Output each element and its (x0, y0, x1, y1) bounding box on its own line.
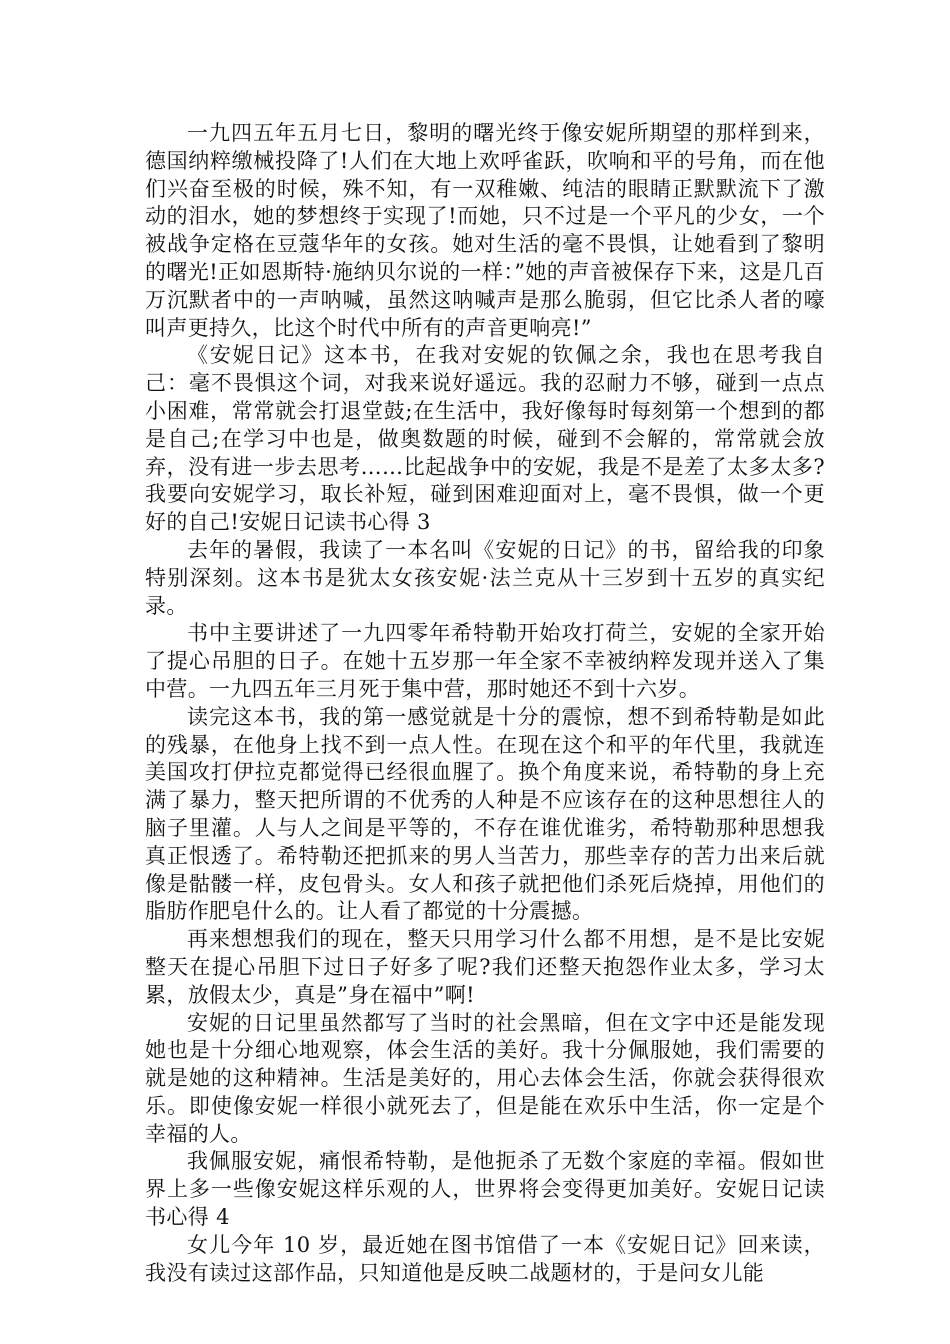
paragraph-1: 一九四五年五月七日，黎明的曙光终于像安妮所期望的那样到来，德国纳粹缴械投降了!人们在大地上欢呼雀跃，吹响和平的号角，而在他们兴奋至极的时候，殊不知，有一双稚嫩、纯洁的眼睛正默默流下了激动的泪水，她的梦想终于实现了!而她，只不过是一个平凡的少女，一个被战争定格在豆蔻华年的女孩。她对生活的毫不畏惧，让她看到了黎明的曙光!正如恩斯特·施纳贝尔说的一样：”她的声音被保存下来，这是几百万沉默者中的一声呐喊，虽然这呐喊声是那么脆弱，但它比杀人者的嚎叫声更持久，比这个时代中所有的声音更响亮!” (145, 121, 825, 340)
paragraph-8: 我佩服安妮，痛恨希特勒，是他扼杀了无数个家庭的幸福。假如世界上多一些像安妮这样乐观的人，世界将会变得更加美好。安妮日记读书心得 4 (145, 1149, 825, 1230)
paragraph-4: 书中主要讲述了一九四零年希特勒开始攻打荷兰，安妮的全家开始了提心吊胆的日子。在她十五岁那一年全家不幸被纳粹发现并送入了集中营。一九四五年三月死于集中营，那时她还不到十六岁。 (145, 621, 825, 701)
paragraph-9: 女儿今年 10 岁，最近她在图书馆借了一本《安妮日记》回来读，我没有读过这部作品，只知道他是反映二战题材的，于是问女儿能 (145, 1232, 825, 1285)
paragraph-2: 《安妮日记》这本书，在我对安妮的钦佩之余，我也在思考我自己：毫不畏惧这个词，对我来说好遥远。我的忍耐力不够，碰到一点点小困难，常常就会打退堂鼓;在生活中，我好像每时每刻第一个想到的都是自己;在学习中也是，做奥数题的时候，碰到不会解的，常常就会放弃，没有进一步去思考……比起战争中的安妮，我是不是差了太多太多?我要向安妮学习，取长补短，碰到困难迎面对上，毫不畏惧，做一个更好的自己!安妮日记读书心得 3 (145, 343, 825, 535)
paragraph-6: 再来想想我们的现在，整天只用学习什么都不用想，是不是比安妮整天在提心吊胆下过日子好多了呢?我们还整天抱怨作业太多，学习太累，放假太少，真是”身在福中”啊! (145, 927, 825, 1007)
paragraph-5: 读完这本书，我的第一感觉就是十分的震惊，想不到希特勒是如此的残暴，在他身上找不到一点人性。在现在这个和平的年代里，我就连美国攻打伊拉克都觉得已经很血腥了。换个角度来说，希特勒的身上充满了暴力，整天把所谓的不优秀的人种是不应该存在的这种思想往人的脑子里灌。人与人之间是平等的，不存在谁优谁劣，希特勒那种思想我真正恨透了。希特勒还把抓来的男人当苦力，那些幸存的苦力出来后就像是骷髅一样，皮包骨头。女人和孩子就把他们杀死后烧掉，用他们的脂肪作肥皂什么的。让人看了都觉的十分震撼。 (145, 704, 825, 924)
document-body (145, 120, 825, 1287)
paragraph-7: 安妮的日记里虽然都写了当时的社会黑暗，但在文字中还是能发现她也是十分细心地观察，体会生活的美好。我十分佩服她，我们需要的就是她的这种精神。生活是美好的，用心去体会生活，你就会获得很欢乐。即使像安妮一样很小就死去了，但是能在欢乐中生活，你一定是个幸福的人。 (145, 1010, 825, 1146)
paragraph-3: 去年的暑假，我读了一本名叫《安妮的日记》的书，留给我的印象特别深刻。这本书是犹太女孩安妮·法兰克从十三岁到十五岁的真实纪录。 (145, 537, 825, 618)
